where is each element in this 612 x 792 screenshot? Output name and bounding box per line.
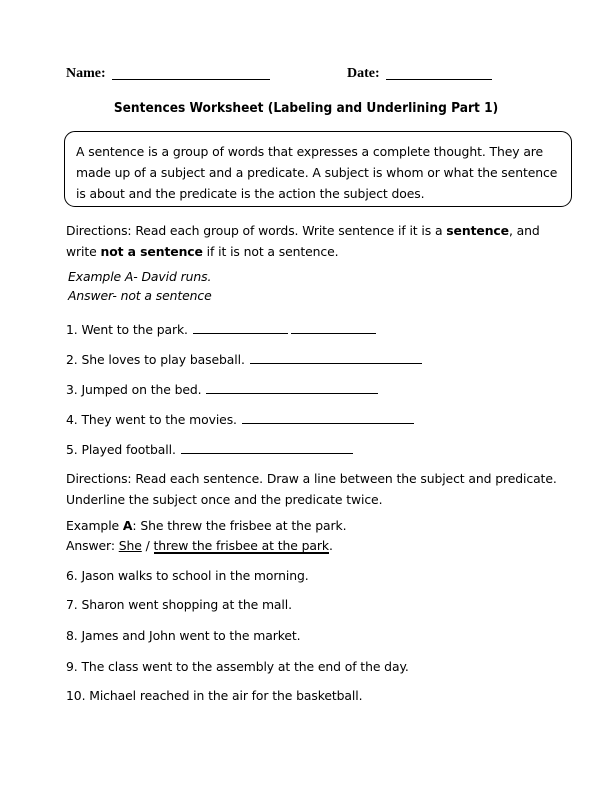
example-two-separator: / (141, 538, 154, 553)
example-one-prompt: Example A- David runs. (68, 269, 212, 284)
question-number: 6. (66, 568, 78, 583)
example-two-period: . (328, 538, 333, 553)
date-input-rule[interactable] (386, 79, 492, 80)
question-number: 5. (66, 442, 78, 457)
date-field[interactable] (347, 66, 492, 82)
example-two-prompt-letter: A (122, 518, 133, 533)
question-item[interactable] (66, 688, 362, 704)
date-label: Date: (347, 66, 380, 81)
question-number: 2. (66, 352, 78, 367)
question-item[interactable] (66, 628, 301, 644)
answer-blank[interactable] (181, 453, 353, 454)
answer-blank[interactable] (291, 333, 376, 334)
name-date-row (66, 66, 546, 90)
question-text: Played football. (81, 442, 176, 457)
question-number: 1. (66, 322, 78, 337)
question-item[interactable] (66, 352, 422, 368)
question-number: 7. (66, 597, 78, 612)
question-text: Michael reached in the air for the basketball. (89, 688, 363, 703)
question-text: She loves to play baseball. (81, 352, 245, 367)
example-two-answer (66, 536, 536, 556)
question-text: Jumped on the bed. (81, 382, 202, 397)
name-field[interactable] (66, 66, 270, 82)
example-two-answer-label: Answer: (66, 538, 119, 553)
question-number: 4. (66, 412, 78, 427)
example-two-prompt-lead: Example (66, 518, 123, 533)
example-two-predicate-underlined-twice: threw the frisbee at the park (153, 538, 329, 553)
question-item[interactable] (66, 382, 378, 398)
name-input-rule[interactable] (112, 79, 270, 80)
example-two-prompt-tail: : She threw the frisbee at the park. (132, 518, 347, 533)
directions-two: Directions: Read each sentence. Draw a line between the subject and predicate. Underline the subject once and the predicate twice. (66, 471, 557, 507)
answer-blank[interactable] (193, 333, 288, 334)
question-text: Jason walks to school in the morning. (81, 568, 309, 583)
definition-box (64, 131, 572, 207)
answer-blank[interactable] (242, 423, 414, 424)
example-one (68, 267, 498, 305)
directions-one-tail: if it is not a sentence. (202, 244, 339, 259)
definition-text: A sentence is a group of words that expresses a complete thought. They are made up of a subject and a predicate. A subject is whom or what the sentence is about and the predicate is the action the subject does. (76, 144, 558, 201)
question-item[interactable] (66, 568, 309, 584)
question-item[interactable] (66, 412, 414, 428)
question-text: Went to the park. (81, 322, 188, 337)
question-text: Sharon went shopping at the mall. (81, 597, 292, 612)
name-label: Name: (66, 66, 106, 81)
question-number: 10. (66, 688, 86, 703)
question-item[interactable] (66, 322, 376, 338)
question-text: They went to the movies. (81, 412, 237, 427)
question-number: 3. (66, 382, 78, 397)
example-two-subject-underlined-once: She (118, 538, 142, 553)
question-item[interactable] (66, 442, 353, 458)
question-number: 8. (66, 628, 78, 643)
question-item[interactable] (66, 659, 409, 675)
directions-one-bold-sentence: sentence (446, 223, 509, 238)
example-one-answer: Answer- not a sentence (68, 288, 212, 303)
directions-one (66, 220, 564, 262)
question-number: 9. (66, 659, 78, 674)
directions-one-middle: , and write (66, 223, 540, 259)
example-two (66, 516, 536, 556)
answer-blank[interactable] (206, 393, 378, 394)
question-text: James and John went to the market. (81, 628, 301, 643)
page-title: Sentences Worksheet (Labeling and Underlining Part 1) (113, 101, 499, 116)
question-item[interactable] (66, 597, 292, 613)
directions-one-lead: Directions: Read each group of words. Write sentence if it is a (66, 223, 447, 238)
answer-blank[interactable] (250, 363, 422, 364)
directions-one-bold-not-a-sentence: not a sentence (100, 244, 203, 259)
question-text: The class went to the assembly at the end of the day. (81, 659, 409, 674)
example-two-prompt (66, 516, 536, 536)
